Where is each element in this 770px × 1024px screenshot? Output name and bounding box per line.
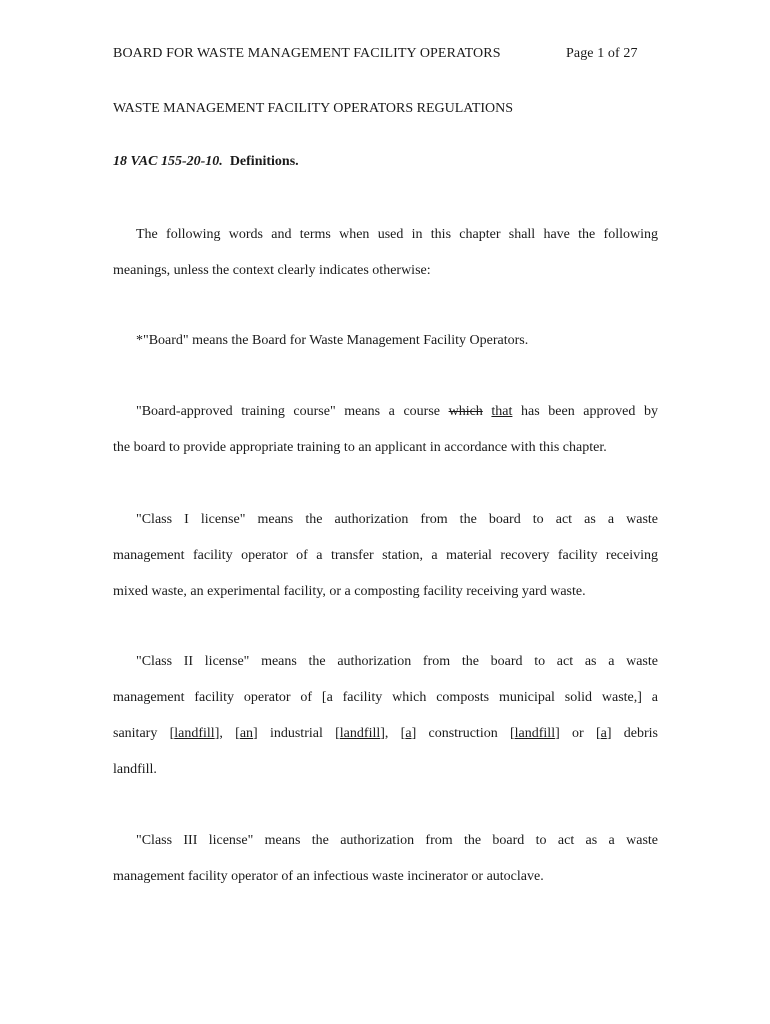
deleted-word: which [448, 404, 483, 419]
section-heading [113, 154, 299, 170]
page-header [113, 46, 658, 68]
class2-seg: ] or [ [555, 726, 601, 741]
definition-training-course [113, 394, 658, 466]
intro-line-1: The following words and terms when used in this chapter shall have the following [136, 227, 658, 242]
section-citation: 18 VAC 155-20-10. [113, 154, 223, 169]
definition-class-3 [113, 823, 658, 895]
definition-class-1 [113, 502, 658, 610]
class2-line-1: "Class II license" means the authorization from the board to act as a waste [136, 654, 658, 669]
inserted-word: an [239, 726, 254, 741]
training-text-a: "Board-approved training course" means a course [136, 404, 449, 419]
definition-board [113, 323, 658, 359]
training-text-b: has been approved by [512, 404, 658, 419]
intro-line-2: meanings, unless the context clearly indicates otherwise: [113, 263, 431, 278]
inserted-word: landfill [174, 726, 215, 741]
section-title: Definitions. [229, 154, 299, 169]
training-line-1 [113, 394, 658, 430]
class2-line-4: landfill. [113, 762, 157, 777]
class2-seg: ], [ [214, 726, 240, 741]
regulation-title: WASTE MANAGEMENT FACILITY OPERATORS REGULATIONS [113, 101, 514, 116]
inserted-word: a [405, 726, 412, 741]
class2-seg: ] industrial [ [253, 726, 340, 741]
class2-line-3 [113, 716, 658, 752]
inserted-word: landfill [339, 726, 381, 741]
training-line-2: the board to provide appropriate training to an applicant in accordance with this chapter. [113, 440, 607, 455]
class2-seg: ], [ [380, 726, 406, 741]
definition-class-2 [113, 644, 658, 788]
class3-line-2: management facility operator of an infectious waste incinerator or autoclave. [113, 869, 544, 884]
class2-seg: sanitary [ [113, 726, 175, 741]
class2-line-2: management facility operator of [a facility which composts municipal solid waste,] a [113, 690, 658, 705]
class2-seg: ] construction [ [411, 726, 515, 741]
inserted-word: that [491, 404, 513, 419]
inserted-word: landfill [514, 726, 556, 741]
header-page-number: Page 1 of 27 [566, 46, 638, 61]
class1-line-3: mixed waste, an experimental facility, or a composting facility receiving yard waste. [113, 584, 586, 599]
header-agency: BOARD FOR WASTE MANAGEMENT FACILITY OPERATORS [113, 46, 501, 61]
definition-board-text: *"Board" means the Board for Waste Management Facility Operators. [136, 333, 529, 348]
class1-line-2: management facility operator of a transfer station, a material recovery facility receiving [113, 548, 658, 563]
class1-line-1: "Class I license" means the authorization from the board to act as a waste [136, 512, 658, 527]
intro-paragraph [113, 217, 658, 289]
class2-seg: ] debris [606, 726, 659, 741]
class3-line-1: "Class III license" means the authorization from the board to act as a waste [136, 833, 658, 848]
inserted-word: a [600, 726, 607, 741]
